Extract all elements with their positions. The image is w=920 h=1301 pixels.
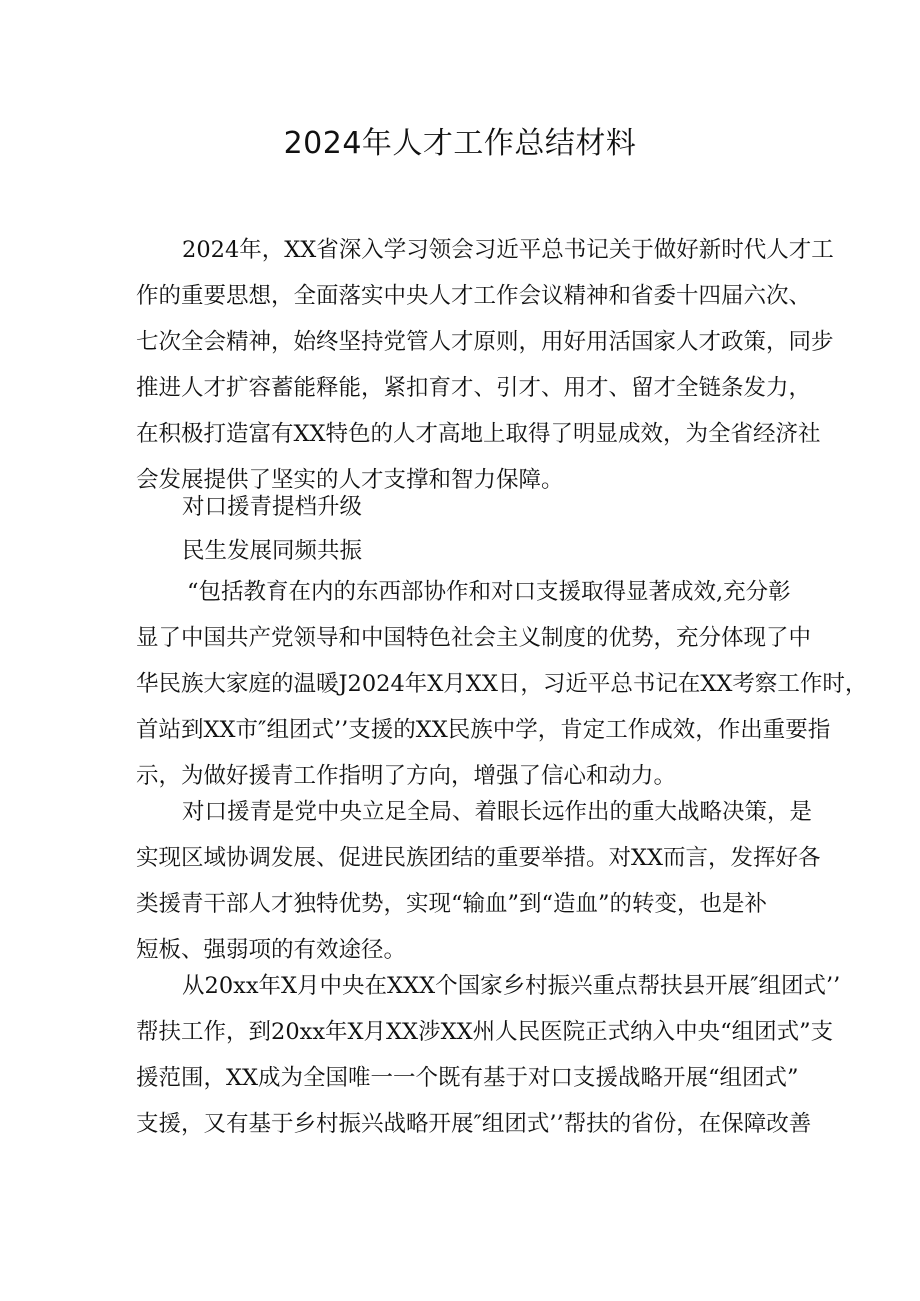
paragraph-line: 会发展提供了坚实的人才支撑和智力保障。 (136, 467, 564, 493)
paragraph-line: 首站到XX市″组团式’’支援的XX民族中学，肯定工作成效，作出重要指 (136, 717, 831, 743)
paragraph-line: 在积极打造富有XX特色的人才高地上取得了明显成效，为全省经济社 (136, 421, 821, 447)
paragraph-line: 示，为做好援青工作指明了方向，增强了信心和动力。 (136, 763, 677, 789)
paragraph-line: 从20xx年X月中央在XXX个国家乡村振兴重点帮扶县开展″组团式’’ (182, 973, 841, 999)
paragraph-line: 显了中国共产党领导和中国特色社会主义制度的优势，充分体现了中 (136, 625, 812, 651)
paragraph-1 (136, 227, 834, 503)
paragraph-line: 帮扶工作，到20xx年X月XX涉XX州人民医院正式纳入中央“组团式”支 (136, 1019, 834, 1045)
paragraph-line: 对口援青是党中央立足全局、着眼长远作出的重大战略决策，是 (182, 799, 813, 825)
paragraph-line: 短板、强弱项的有效途径。 (136, 937, 407, 963)
paragraph-line: 类援青干部人才独特优势，实现“输血”到“造血”的转变，也是补 (136, 891, 768, 917)
paragraph-3 (136, 789, 821, 973)
document-title: 2024年人才工作总结材料 (283, 126, 637, 161)
section-heading-1: 对口援青提档升级 (182, 494, 363, 520)
paragraph-line: 华民族大家庭的温暖J2024年X月XX日，习近平总书记在XX考察工作时， (136, 671, 868, 697)
paragraph-line: 实现区域协调发展、促进民族团结的重要举措。对XX而言，发挥好各 (136, 845, 821, 871)
paragraph-line: “包括教育在内的东西部协作和对口支援取得显著成效,充分彰 (187, 579, 791, 605)
section-heading-2: 民生发展同频共振 (182, 538, 363, 564)
paragraph-2 (136, 569, 868, 799)
paragraph-line: 援范围，XX成为全国唯一一个既有基于对口支援战略开展“组团式” (136, 1065, 799, 1091)
paragraph-line: 七次全会精神，始终坚持党管人才原则，用好用活国家人才政策，同步 (136, 329, 834, 355)
paragraph-line: 支援，又有基于乡村振兴战略开展″组团式’’帮扶的省份，在保障改善 (136, 1111, 812, 1137)
paragraph-line: 推进人才扩容蓄能释能，紧扣育才、引才、用才、留才全链条发力， (136, 375, 812, 401)
section-headings (136, 484, 790, 574)
paragraph-line: 作的重要思想，全面落实中央人才工作会议精神和省委十四届六次、 (136, 283, 812, 309)
paragraph-4 (136, 963, 841, 1147)
paragraph-line: 2024年，XX省深入学习领会习近平总书记关于做好新时代人才工 (182, 237, 834, 263)
